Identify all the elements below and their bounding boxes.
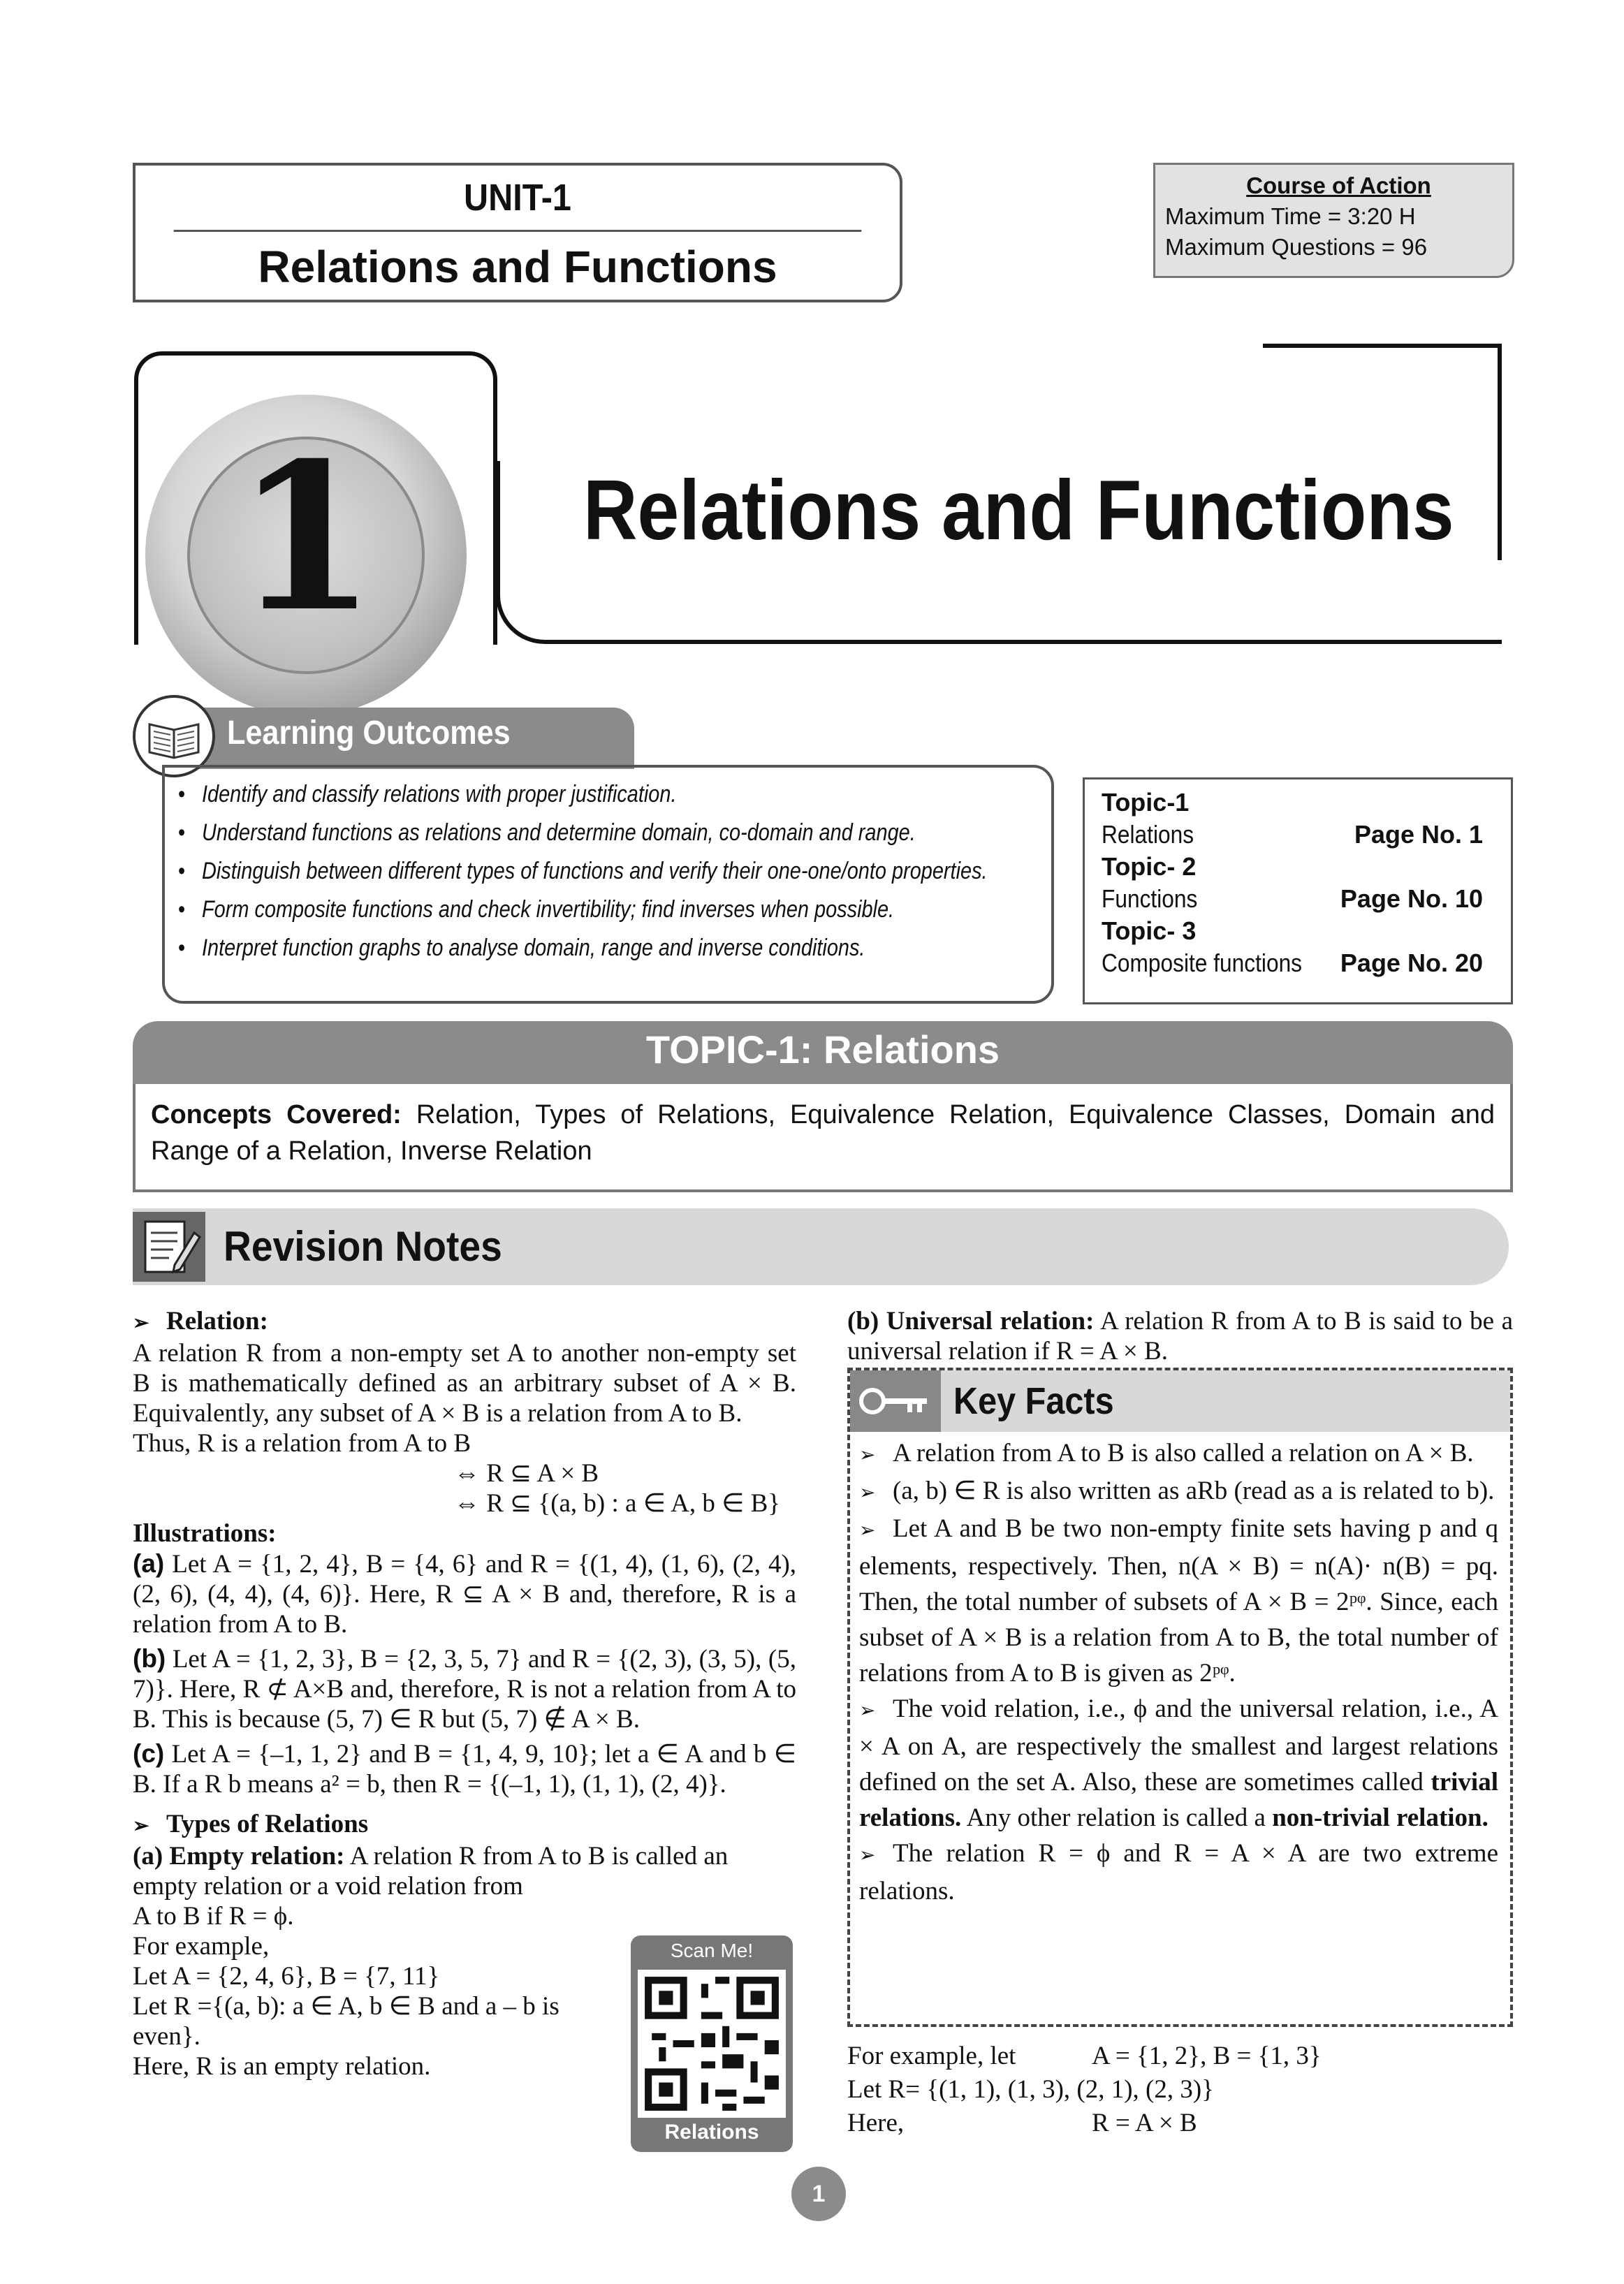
learning-outcomes-title: Learning Outcomes [227, 715, 511, 752]
course-of-action-box [1153, 163, 1514, 278]
key-facts-header [850, 1370, 1510, 1432]
chapter-number: 1 [235, 419, 376, 657]
concepts-covered-box [133, 1084, 1513, 1192]
unit-title: Relations and Functions [258, 242, 777, 292]
example-relation-line: Let R= {(1, 1), (1, 3), (2, 1), (2, 3)} [847, 2075, 1214, 2104]
course-max-questions: Maximum Questions = 96 [1165, 234, 1428, 260]
key-fact-3: ➢ Let A and B be two non-empty finite sets having p and q elements, respectively. Then, n(A × B) = n(A)· n(B) = pq. Then, the total number of subsets of A × B = 2ᵖᵠ. Since, each subset of A × B is a relation from A to B, the total number of relations from A to B is given as 2ᵖᵠ. [859, 1511, 1498, 1691]
chapter-title: Relations and Functions [583, 462, 1454, 557]
universal-relation: (b) Universal relation: A relation R from A to B is said to be a universal relation if R = A × B. [847, 1307, 1513, 1366]
example-line-4: Here, R is an empty relation. [133, 2052, 431, 2081]
key-fact-1: ➢ A relation from A to B is also called a relation on A × B. [859, 1435, 1498, 1473]
right-column [847, 1306, 1513, 1366]
concepts-text: Relation, Types of Relations, Equivalence Relation, Equivalence Classes, Domain and Range of a Relation, Inverse Relation [151, 1100, 1495, 1166]
example-sets-line: For example, let A = {1, 2}, B = {1, 3} [847, 2042, 1322, 2070]
key-fact-2: ➢ (a, b) ∈ R is also written as aRb (read as a is related to b). [859, 1473, 1498, 1511]
topic-3-page: Page No. 20 [1340, 949, 1483, 977]
topic-1-page: Page No. 1 [1354, 820, 1483, 849]
empty-relation-line-1: (a) Empty relation: A relation R from A to B is called an [133, 1842, 729, 1871]
relation-heading: ➢ Relation: [133, 1306, 796, 1338]
learning-outcomes-list [178, 775, 1044, 967]
example-line-3: even}. [133, 2022, 200, 2051]
topic-1-name: Relations [1102, 820, 1194, 849]
unit-label: UNIT-1 [174, 166, 862, 232]
topic-3-name: Composite functions [1102, 949, 1303, 977]
topic-2-head: Topic- 2 [1102, 852, 1197, 881]
topic-title: TOPIC-1: Relations [645, 1027, 1000, 1071]
key-icon [850, 1370, 941, 1432]
topic-3-row [1102, 947, 1511, 979]
topic-1-row [1102, 819, 1511, 851]
example-line-1: Let A = {2, 4, 6}, B = {7, 11} [133, 1962, 440, 1991]
revision-notes-title: Revision Notes [224, 1223, 502, 1270]
relation-definition: A relation R from a non-empty set A to another non-empty set B is mathematically defined as an arbitrary subset of A × B. Equivalently, any subset of A × B is a relation from A to B. [133, 1339, 796, 1428]
qr-code-icon[interactable] [638, 1970, 786, 2118]
unit-box [133, 163, 902, 302]
topic-2-row [1102, 883, 1511, 915]
notes-pen-icon [133, 1212, 205, 1282]
types-heading: ➢ Types of Relations [133, 1809, 796, 1841]
key-facts-body [859, 1435, 1498, 1909]
concepts-label: Concepts Covered: [151, 1100, 402, 1129]
course-heading: Course of Action [1246, 173, 1431, 198]
key-fact-5: ➢ The relation R = ϕ and R = A × A are two extreme relations. [859, 1836, 1498, 1909]
illustration-b: (b) Let A = {1, 2, 3}, B = {2, 3, 5, 7} and R = {(2, 3), (3, 5), (5, 7)}. Here, R ⊄ A×B and, therefore, R is not a relation from A to B. This is because (5, 7) ∈ R but (5, 7) ∉ A × B. [133, 1644, 797, 1734]
outcome-item: • Understand functions as relations and determine domain, co-domain and range. [178, 814, 914, 852]
example-line-2: Let R ={(a, b): a ∈ A, b ∈ B and a – b is [133, 1992, 559, 2021]
key-fact-4: ➢ The void relation, i.e., ϕ and the universal relation, i.e., A × A on A, are respectively the smallest and largest relations defined on the set A. Also, these are sometimes called trivial relations. Any other relation is called a non-trivial relation. [859, 1691, 1498, 1836]
topic-3-head: Topic- 3 [1102, 916, 1197, 945]
outcome-item: • Identify and classify relations with proper justification. [178, 775, 914, 814]
qr-topic-label: Relations [664, 2121, 759, 2144]
outcome-item: • Interpret function graphs to analyse domain, range and inverse conditions. [178, 929, 914, 967]
key-facts-title: Key Facts [953, 1380, 1114, 1422]
page-number: 1 [812, 2181, 826, 2207]
relation-equation-2: ⇔ R ⊆ {(a, b) : a ∈ A, b ∈ B} [454, 1489, 781, 1518]
course-max-time: Maximum Time = 3:20 H [1165, 203, 1416, 229]
illustrations-heading: Illustrations: [133, 1519, 277, 1548]
illustration-c: (c) Let A = {–1, 1, 2} and B = {1, 4, 9, 10}; let a ∈ A and b ∈ B. If a R b means a² = b, then R = {(–1, 1), (1, 1), (2, 4)}. [133, 1739, 796, 1799]
outcome-item: • Form composite functions and check invertibility; find inverses when possible. [178, 891, 914, 929]
outcome-item: • Distinguish between different types of functions and verify their one-one/onto properties. [178, 852, 914, 891]
relation-equation-1: ⇔ R ⊆ A × B [454, 1459, 599, 1488]
topic-2-name: Functions [1102, 884, 1198, 913]
empty-relation-line-3: A to B if R = ϕ. [133, 1902, 294, 1931]
empty-relation-line-2: empty relation or a void relation from [133, 1872, 523, 1901]
example-label: For example, [133, 1932, 270, 1961]
illustration-a: (a) Let A = {1, 2, 4}, B = {4, 6} and R = {(1, 4), (1, 6), (2, 4), (2, 6), (4, 4), (4, 6)}. Here, R ⊆ A × B and, therefore, R is a relation from A to B. [133, 1549, 797, 1639]
qr-scan-label: Scan Me! [670, 1940, 754, 1961]
example-conclusion-line: Here, R = A × B [847, 2109, 1197, 2137]
topic-2-page: Page No. 10 [1340, 884, 1483, 913]
topics-index-box [1083, 777, 1513, 1004]
relation-thus: Thus, R is a relation from A to B [133, 1429, 471, 1458]
universal-example [847, 2040, 1513, 2140]
topic-1-head: Topic-1 [1102, 788, 1190, 817]
